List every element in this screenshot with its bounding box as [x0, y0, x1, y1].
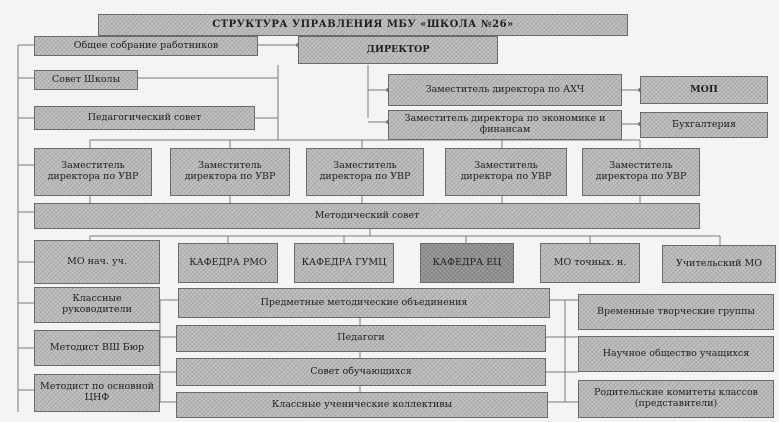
- parent-committees-box: Родительские комитеты классов (представители): [578, 380, 774, 418]
- deputy-uvr-1-box: Заместитель директора по УВР: [34, 148, 152, 196]
- methodist-2-box: Методист по основной ЦНФ: [34, 374, 160, 412]
- creative-groups-box: Временные творческие группы: [578, 294, 774, 330]
- scientific-society-box: Научное общество учащихся: [578, 336, 774, 372]
- teachers-mo-box: Учительский МО: [662, 245, 776, 283]
- deputy-finance-box: Заместитель директора по экономике и финансам: [388, 110, 622, 140]
- deputy-uvr-4-box: Заместитель директора по УВР: [445, 148, 567, 196]
- pedagogical-council-box: Педагогический совет: [34, 106, 255, 130]
- class-collectives-box: Классные ученические коллективы: [176, 392, 548, 418]
- director-box: ДИРЕКТОР: [298, 36, 498, 64]
- methodical-council-box: Методический совет: [34, 203, 700, 229]
- student-council-box: Совет обучающихся: [176, 358, 546, 386]
- deputy-uvr-5-box: Заместитель директора по УВР: [582, 148, 700, 196]
- deputy-uvr-2-box: Заместитель директора по УВР: [170, 148, 290, 196]
- school-council-box: Совет Школы: [34, 70, 138, 90]
- class-teachers-box: Классные руководители: [34, 287, 160, 323]
- methodist-1-box: Методист ВШ Бюр: [34, 330, 160, 366]
- department-rmo-box: КАФЕДРА РМО: [178, 243, 278, 283]
- mop-box: МОП: [640, 76, 768, 104]
- accounting-box: Бухгалтерия: [640, 112, 768, 138]
- general-meeting-box: Общее собрание работников: [34, 36, 258, 56]
- department-ec-box: КАФЕДРА ЕЦ: [420, 243, 514, 283]
- deputy-ahch-box: Заместитель директора по АХЧ: [388, 74, 622, 106]
- mo-exact-box: МО точных. н.: [540, 243, 640, 283]
- department-gumc-box: КАФЕДРА ГУМЦ: [294, 243, 394, 283]
- subject-methodical-box: Предметные методические объединения: [178, 288, 550, 318]
- mo-primary-box: МО нач. уч.: [34, 240, 160, 284]
- teachers-box: Педагоги: [176, 325, 546, 352]
- chart-title: СТРУКТУРА УПРАВЛЕНИЯ МБУ «ШКОЛА №26»: [98, 14, 628, 36]
- deputy-uvr-3-box: Заместитель директора по УВР: [306, 148, 424, 196]
